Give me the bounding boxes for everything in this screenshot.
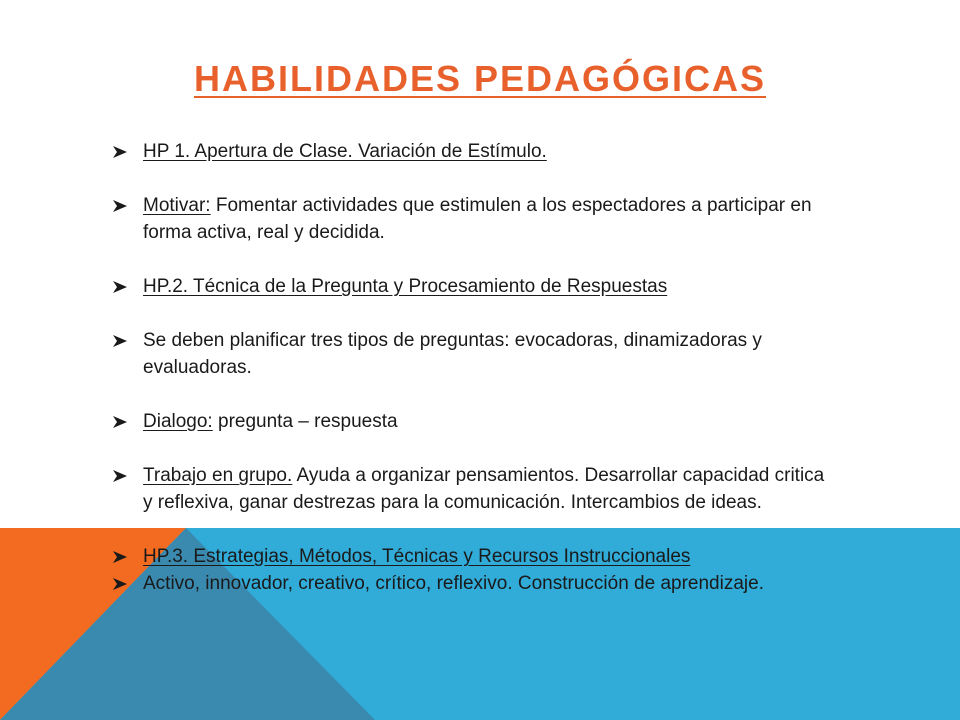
bullet-item (113, 570, 833, 597)
bullet-text: Activo, innovador, creativo, crítico, reflexivo. Construcción de aprendizaje. (143, 573, 764, 594)
bullet-item (113, 408, 833, 435)
arrow-right-icon (113, 578, 127, 590)
bullet-item (113, 462, 833, 516)
bullet-item (113, 192, 833, 246)
bullet-lead: Trabajo en grupo. (143, 465, 293, 486)
arrow-right-icon (113, 200, 127, 212)
bullet-lead: HP.2. Técnica de la Pregunta y Procesamiento de Respuestas (143, 276, 668, 297)
bullet-item (113, 543, 833, 570)
bullet-text: Fomentar actividades que estimulen a los espectadores a participar en forma activa, real y decidida. (143, 195, 812, 243)
arrow-right-icon (113, 551, 127, 563)
bullet-lead: HP.3. Estrategias, Métodos, Técnicas y Recursos Instruccionales (143, 546, 691, 567)
arrow-right-icon (113, 470, 127, 482)
bullet-item (113, 138, 833, 165)
bullet-lead: Dialogo: (143, 411, 213, 432)
bullet-lead: HP 1. Apertura de Clase. Variación de Estímulo. (143, 141, 547, 162)
bullet-list (113, 138, 833, 597)
bullet-text: pregunta – respuesta (212, 411, 398, 432)
slide-title (0, 58, 960, 100)
bullet-text: Se deben planificar tres tipos de preguntas: evocadoras, dinamizadoras y evaluadoras. (143, 330, 762, 378)
arrow-right-icon (113, 416, 127, 428)
arrow-right-icon (113, 335, 127, 347)
arrow-right-icon (113, 281, 127, 293)
arrow-right-icon (113, 146, 127, 158)
bullet-text: Ayuda a organizar pensamientos. Desarrollar capacidad critica y reflexiva, ganar destrezas para la comunicación. Intercambios de ideas. (143, 465, 825, 513)
slide-title-text: HABILIDADES PEDAGÓGICAS (193, 58, 767, 99)
bullet-item (113, 273, 833, 300)
bullet-lead: Motivar: (143, 195, 211, 216)
bullet-item (113, 327, 833, 381)
